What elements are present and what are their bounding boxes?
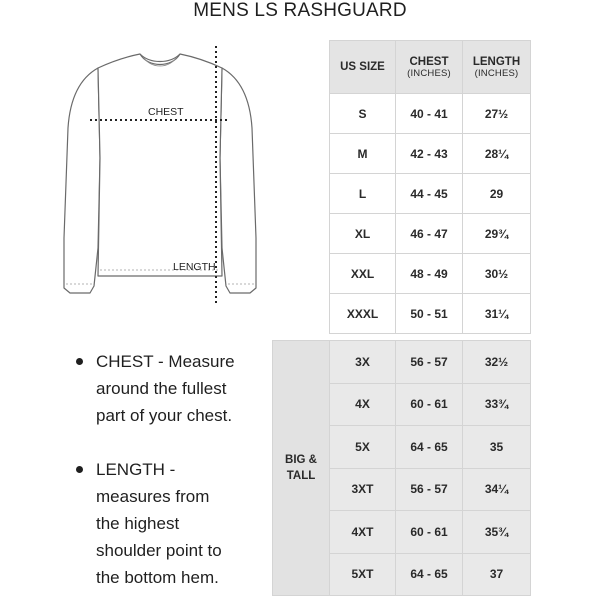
table-row xyxy=(330,174,531,214)
size-cell: M xyxy=(330,134,396,174)
page-title: MENS LS RASHGUARD xyxy=(193,0,407,21)
size-cell: XXL xyxy=(330,254,396,294)
size-cell: S xyxy=(330,94,396,134)
size-cell: 5XT xyxy=(330,553,396,596)
chest-label: CHEST xyxy=(148,106,184,118)
shirt-left-sleeve xyxy=(64,68,100,293)
chest-cell: 50 - 51 xyxy=(396,294,463,334)
chest-cell: 64 - 65 xyxy=(396,426,463,469)
length-cell: 29 xyxy=(463,174,531,214)
size-cell: XXXL xyxy=(330,294,396,334)
table-row xyxy=(330,134,531,174)
table-row xyxy=(330,214,531,254)
table-row xyxy=(330,294,531,334)
length-cell: 35 xyxy=(463,426,531,469)
chest-cell: 64 - 65 xyxy=(396,553,463,596)
size-cell: 4XT xyxy=(330,511,396,554)
length-cell: 28¼ xyxy=(463,134,531,174)
length-note: LENGTH - measures from the highest shoulder point to the bottom hem. xyxy=(72,456,272,591)
length-label: LENGTH xyxy=(173,261,216,273)
table-row xyxy=(330,94,531,134)
size-table-header xyxy=(330,41,531,94)
length-cell: 32½ xyxy=(463,341,531,384)
chest-cell: 44 - 45 xyxy=(396,174,463,214)
size-table xyxy=(329,40,531,334)
size-cell: 3XT xyxy=(330,468,396,511)
length-cell: 35¾ xyxy=(463,511,531,554)
length-cell: 34¼ xyxy=(463,468,531,511)
big-tall-table xyxy=(272,340,531,596)
table-row xyxy=(273,341,531,384)
chest-note: CHEST - Measure around the fullest part of your chest. xyxy=(72,348,272,429)
shirt-right-sleeve xyxy=(220,68,256,293)
header-chest: CHEST (INCHES) xyxy=(396,41,463,94)
length-cell: 31¼ xyxy=(463,294,531,334)
length-cell: 29¾ xyxy=(463,214,531,254)
size-cell: 5X xyxy=(330,426,396,469)
chest-cell: 40 - 41 xyxy=(396,94,463,134)
header-us-size: US SIZE xyxy=(330,41,396,94)
chest-cell: 60 - 61 xyxy=(396,511,463,554)
chest-cell: 56 - 57 xyxy=(396,468,463,511)
size-cell: XL xyxy=(330,214,396,254)
shirt-diagram xyxy=(60,38,260,308)
chest-cell: 42 - 43 xyxy=(396,134,463,174)
bullet-icon xyxy=(76,358,83,365)
shirt-body xyxy=(98,54,222,276)
header-length: LENGTH (INCHES) xyxy=(463,41,531,94)
measurement-notes xyxy=(72,348,272,591)
big-tall-label: BIG & TALL xyxy=(273,341,330,596)
length-cell: 37 xyxy=(463,553,531,596)
chest-cell: 56 - 57 xyxy=(396,341,463,384)
chest-cell: 48 - 49 xyxy=(396,254,463,294)
length-cell: 33¾ xyxy=(463,383,531,426)
table-row xyxy=(330,254,531,294)
chest-cell: 46 - 47 xyxy=(396,214,463,254)
bullet-icon xyxy=(76,466,83,473)
size-cell: 3X xyxy=(330,341,396,384)
size-cell: L xyxy=(330,174,396,214)
size-cell: 4X xyxy=(330,383,396,426)
length-cell: 30½ xyxy=(463,254,531,294)
length-cell: 27½ xyxy=(463,94,531,134)
chest-cell: 60 - 61 xyxy=(396,383,463,426)
